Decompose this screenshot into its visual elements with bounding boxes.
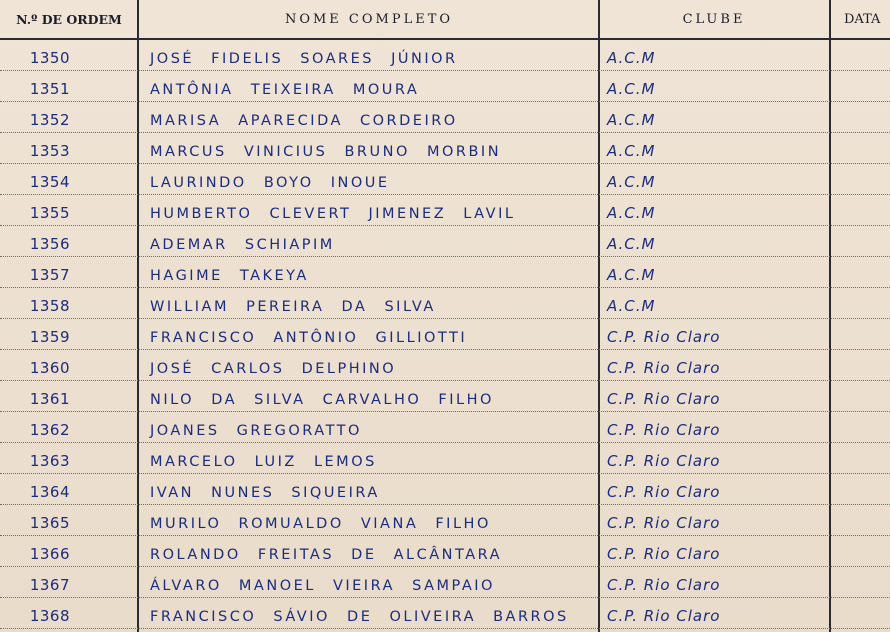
order-number: 1367 xyxy=(29,576,70,594)
order-number: 1363 xyxy=(29,452,70,470)
order-number: 1368 xyxy=(29,607,70,625)
club-name: C.P. Rio Claro xyxy=(607,576,721,594)
club-name: C.P. Rio Claro xyxy=(607,390,721,408)
full-name: ADEMAR SCHIAPIM xyxy=(150,237,335,253)
table-row xyxy=(0,567,890,598)
header-data: DATA xyxy=(844,11,881,27)
table-row xyxy=(0,195,890,226)
club-name: C.P. Rio Claro xyxy=(607,607,721,625)
club-name: C.P. Rio Claro xyxy=(607,359,721,377)
club-name: A.C.M xyxy=(607,266,656,284)
club-name: A.C.M xyxy=(607,142,656,160)
table-row xyxy=(0,443,890,474)
full-name: FRANCISCO SÁVIO DE OLIVEIRA BARROS xyxy=(150,609,569,625)
order-number: 1350 xyxy=(29,49,70,67)
table-row xyxy=(0,536,890,567)
table-row xyxy=(0,598,890,629)
order-number: 1353 xyxy=(29,142,70,160)
order-number: 1366 xyxy=(29,545,70,563)
order-number: 1354 xyxy=(29,173,70,191)
order-number: 1357 xyxy=(29,266,70,284)
header-nome: NOME COMPLETO xyxy=(284,11,454,27)
full-name: MURILO ROMUALDO VIANA FILHO xyxy=(150,516,491,532)
full-name: NILO DA SILVA CARVALHO FILHO xyxy=(150,392,494,408)
header-clube: CLUBE xyxy=(682,11,746,27)
club-name: A.C.M xyxy=(607,297,656,315)
club-name: C.P. Rio Claro xyxy=(607,328,721,346)
club-name: A.C.M xyxy=(607,49,656,67)
table-header xyxy=(0,0,890,40)
club-name: A.C.M xyxy=(607,235,656,253)
full-name: WILLIAM PEREIRA DA SILVA xyxy=(150,299,436,315)
order-number: 1365 xyxy=(29,514,70,532)
table-row xyxy=(0,257,890,288)
table-row xyxy=(0,381,890,412)
full-name: HAGIME TAKEYA xyxy=(150,268,309,284)
order-number: 1356 xyxy=(29,235,70,253)
table-row xyxy=(0,133,890,164)
club-name: A.C.M xyxy=(607,173,656,191)
club-name: A.C.M xyxy=(607,80,656,98)
full-name: ANTÔNIA TEIXEIRA MOURA xyxy=(150,82,420,98)
table-row xyxy=(0,71,890,102)
full-name: MARCUS VINICIUS BRUNO MORBIN xyxy=(150,144,502,160)
order-number: 1358 xyxy=(29,297,70,315)
full-name: ROLANDO FREITAS DE ALCÂNTARA xyxy=(150,547,503,563)
table-row xyxy=(0,474,890,505)
club-name: C.P. Rio Claro xyxy=(607,545,721,563)
table-row xyxy=(0,164,890,195)
table-row xyxy=(0,350,890,381)
table-row xyxy=(0,40,890,71)
full-name: JOSÉ FIDELIS SOARES JÚNIOR xyxy=(150,51,458,67)
full-name: MARISA APARECIDA CORDEIRO xyxy=(150,113,458,129)
club-name: A.C.M xyxy=(607,204,656,222)
full-name: FRANCISCO ANTÔNIO GILLIOTTI xyxy=(150,330,468,346)
full-name: ÁLVARO MANOEL VIEIRA SAMPAIO xyxy=(150,578,495,594)
club-name: C.P. Rio Claro xyxy=(607,421,721,439)
full-name: JOANES GREGORATTO xyxy=(150,423,362,439)
full-name: HUMBERTO CLEVERT JIMENEZ LAVIL xyxy=(150,206,516,222)
header-ordem: N.º DE ORDEM xyxy=(16,11,122,27)
row-rule xyxy=(0,628,890,629)
order-number: 1360 xyxy=(29,359,70,377)
table-row xyxy=(0,288,890,319)
club-name: C.P. Rio Claro xyxy=(607,483,721,501)
full-name: MARCELO LUIZ LEMOS xyxy=(150,454,377,470)
order-number: 1359 xyxy=(29,328,70,346)
full-name: LAURINDO BOYO INOUE xyxy=(150,175,390,191)
club-name: A.C.M xyxy=(607,111,656,129)
club-name: C.P. Rio Claro xyxy=(607,514,721,532)
table-row xyxy=(0,319,890,350)
order-number: 1351 xyxy=(29,80,70,98)
table-row xyxy=(0,226,890,257)
order-number: 1352 xyxy=(29,111,70,129)
full-name: IVAN NUNES SIQUEIRA xyxy=(150,485,380,501)
table-row xyxy=(0,412,890,443)
table-row xyxy=(0,505,890,536)
full-name: JOSÉ CARLOS DELPHINO xyxy=(150,361,397,377)
club-name: C.P. Rio Claro xyxy=(607,452,721,470)
table-row xyxy=(0,102,890,133)
order-number: 1361 xyxy=(29,390,70,408)
order-number: 1362 xyxy=(29,421,70,439)
order-number: 1364 xyxy=(29,483,70,501)
order-number: 1355 xyxy=(29,204,70,222)
